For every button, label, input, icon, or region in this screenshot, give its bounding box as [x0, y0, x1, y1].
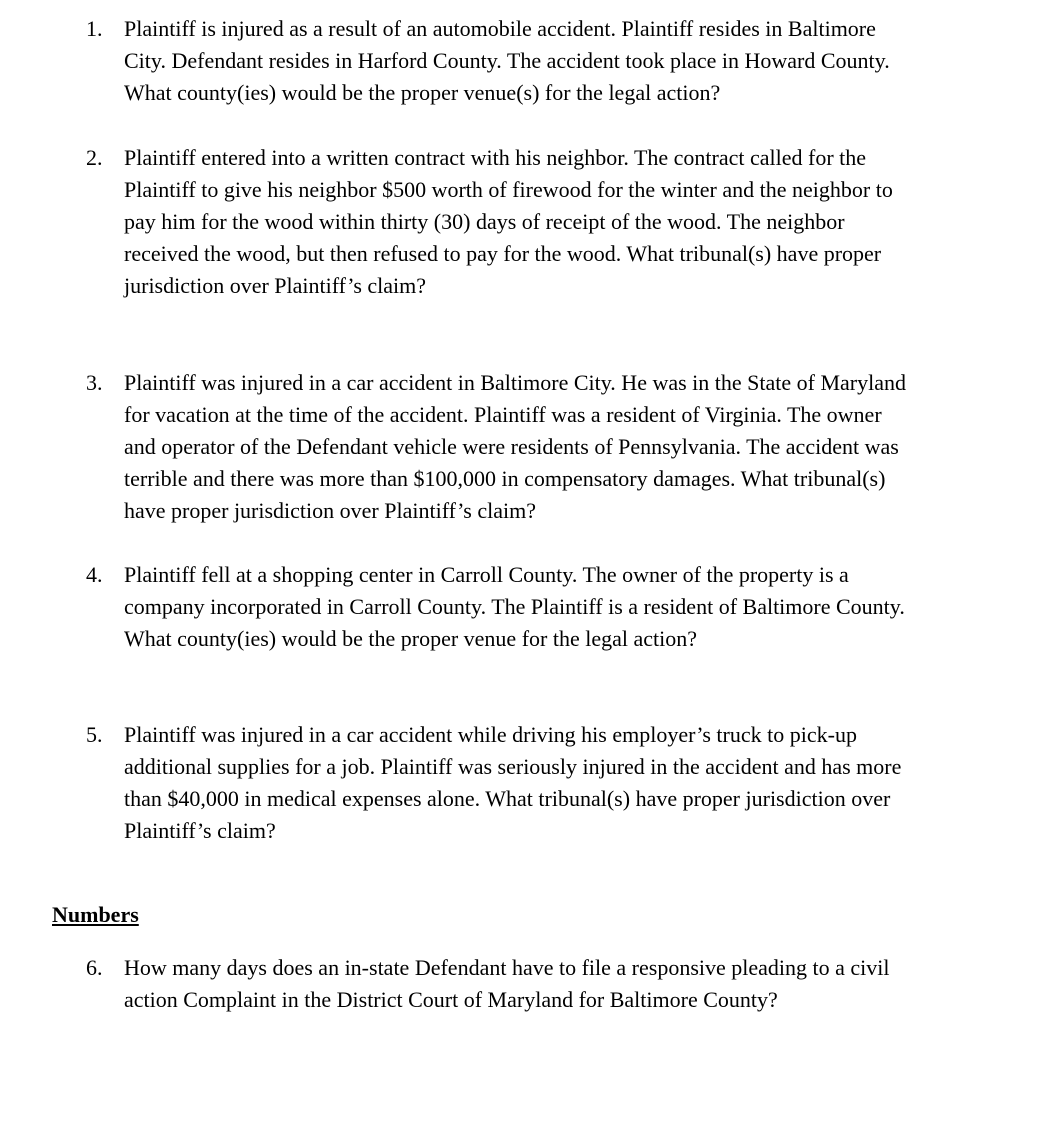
question-line: pay him for the wood within thirty (30) days of receipt of the wood. The neighbor [124, 209, 845, 234]
question-6 [86, 952, 1006, 1016]
question-line: for vacation at the time of the accident. Plaintiff was a resident of Virginia. The owner [124, 402, 882, 427]
question-line: action Complaint in the District Court of Maryland for Baltimore County? [124, 987, 778, 1012]
question-line: have proper jurisdiction over Plaintiff’s claim? [124, 498, 536, 523]
question-5 [86, 719, 1006, 847]
question-line: How many days does an in-state Defendant have to file a responsive pleading to a civil [124, 955, 890, 980]
question-line: What county(ies) would be the proper venue for the legal action? [124, 626, 697, 651]
question-line: Plaintiff fell at a shopping center in Carroll County. The owner of the property is a [124, 562, 849, 587]
question-line: company incorporated in Carroll County. The Plaintiff is a resident of Baltimore County. [124, 594, 905, 619]
question-line: terrible and there was more than $100,000 in compensatory damages. What tribunal(s) [124, 466, 886, 491]
question-text [124, 559, 1002, 655]
question-text [124, 367, 1002, 527]
question-3 [86, 367, 1006, 527]
question-line: jurisdiction over Plaintiff’s claim? [124, 273, 427, 298]
question-4 [86, 559, 1006, 655]
question-line: Plaintiff was injured in a car accident while driving his employer’s truck to pick-up [124, 722, 857, 747]
question-line: received the wood, but then refused to pay for the wood. What tribunal(s) have proper [124, 241, 882, 266]
question-line: Plaintiff is injured as a result of an automobile accident. Plaintiff resides in Baltimore [124, 16, 876, 41]
question-number: 1. [86, 16, 103, 41]
question-line: Plaintiff entered into a written contract with his neighbor. The contract called for the [124, 145, 867, 170]
question-1 [86, 13, 1006, 109]
question-text [124, 719, 1002, 847]
question-number: 4. [86, 562, 103, 587]
question-number: 2. [86, 145, 103, 170]
question-2 [86, 142, 1006, 302]
question-line: City. Defendant resides in Harford County. The accident took place in Howard County. [124, 48, 890, 73]
question-number: 3. [86, 370, 103, 395]
question-text [124, 142, 1002, 302]
question-number: 6. [86, 955, 103, 980]
question-number: 5. [86, 722, 103, 747]
question-text [124, 13, 1002, 109]
question-line: additional supplies for a job. Plaintiff was seriously injured in the accident and has more [124, 754, 902, 779]
question-text [124, 952, 1002, 1016]
question-line: Plaintiff’s claim? [124, 818, 276, 843]
question-line: than $40,000 in medical expenses alone. What tribunal(s) have proper jurisdiction over [124, 786, 891, 811]
question-line: Plaintiff to give his neighbor $500 worth of firewood for the winter and the neighbor to [124, 177, 893, 202]
question-line: Plaintiff was injured in a car accident in Baltimore City. He was in the State of Maryland [124, 370, 907, 395]
section-heading: Numbers [52, 902, 139, 927]
question-line: and operator of the Defendant vehicle were residents of Pennsylvania. The accident was [124, 434, 899, 459]
question-line: What county(ies) would be the proper venue(s) for the legal action? [124, 80, 721, 105]
